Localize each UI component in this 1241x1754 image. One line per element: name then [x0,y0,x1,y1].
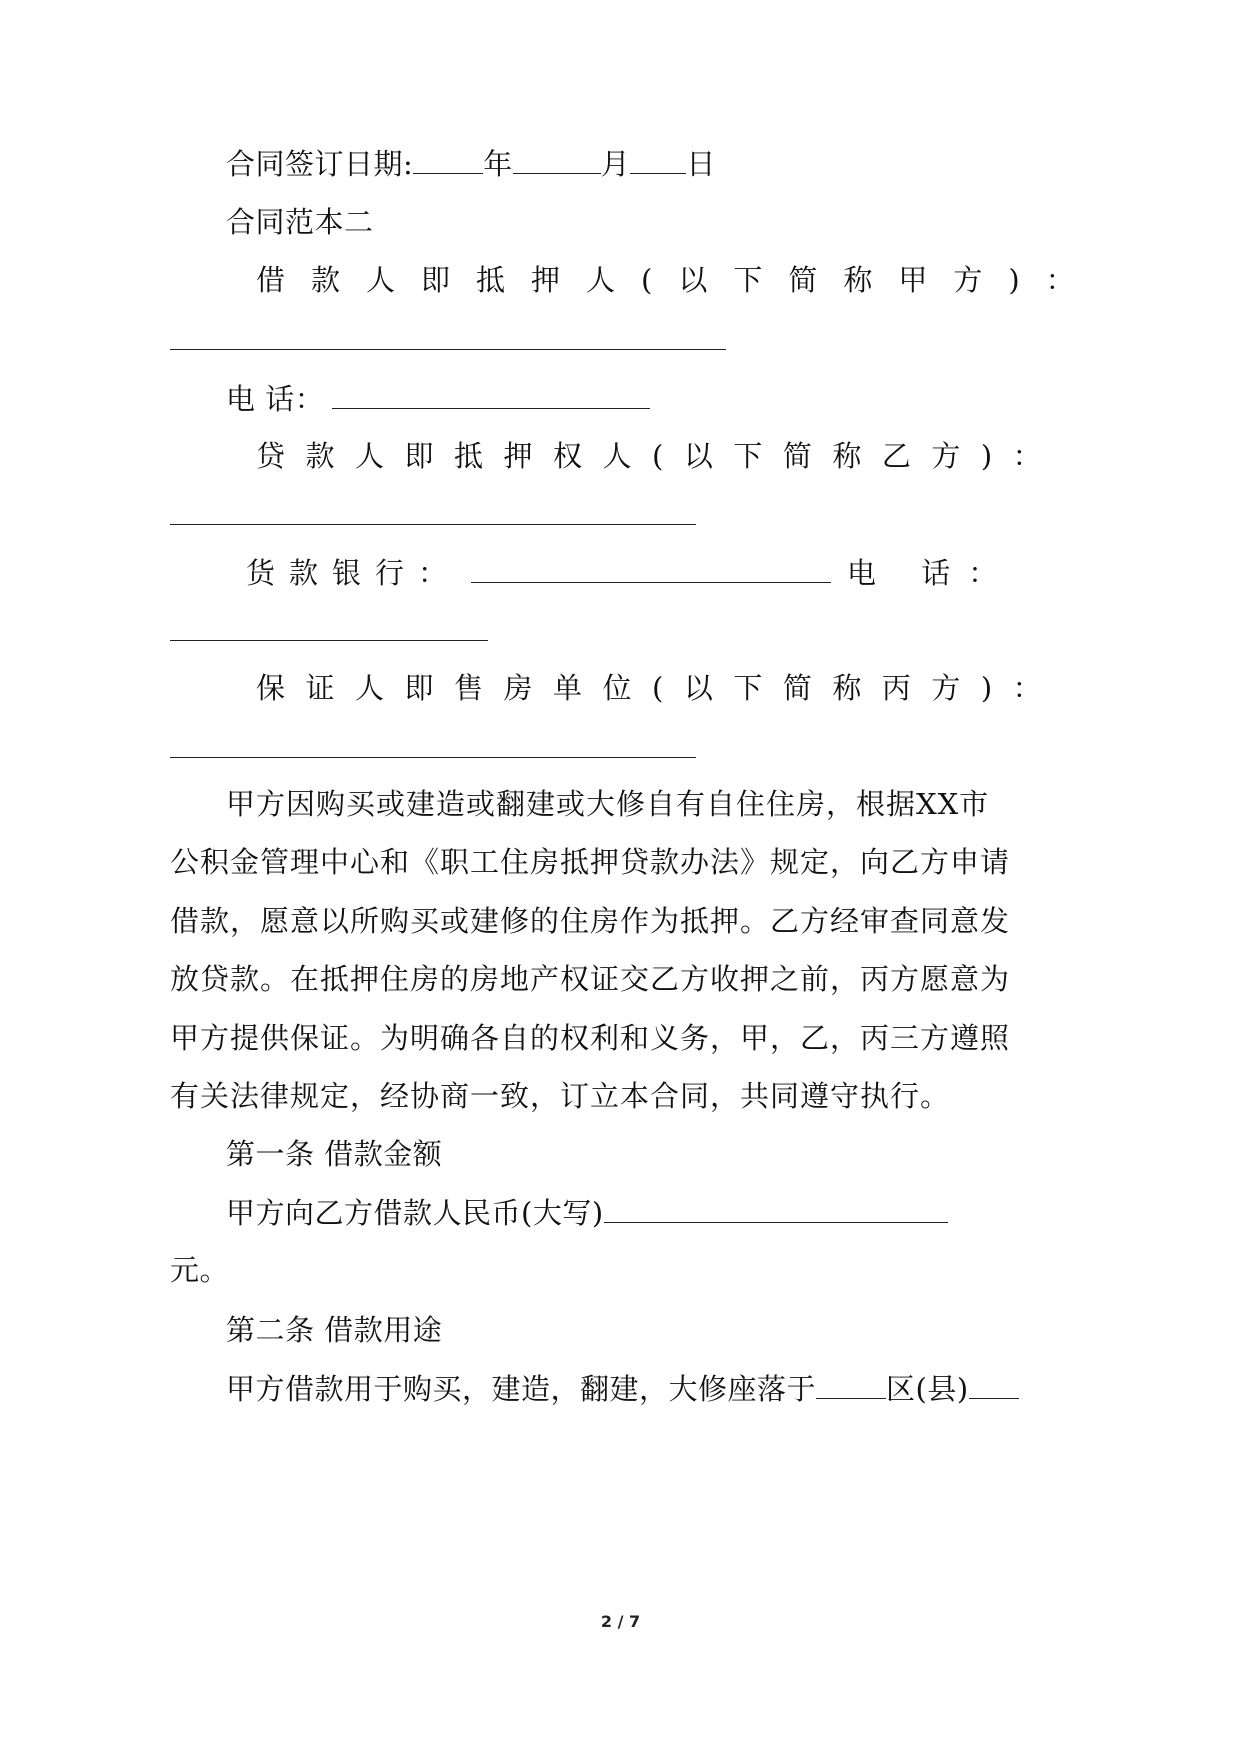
party-b-blank [170,524,696,525]
amount-blank [604,1192,948,1223]
party-a-phone-label: 电 话： [226,382,325,416]
preamble-line: 借款，愿意以所购买或建修的住房作为抵押。乙方经审查同意发 [170,904,1011,938]
sign-date-label: 合同签订日期: [226,147,414,181]
blank-month [513,143,601,174]
preamble-line: 甲方因购买或建造或翻建或大修自有自住住房，根据XX市 [226,787,990,821]
preamble-line: 放贷款。在抵押住房的房地产权证交乙方收押之前，丙方愿意为 [170,962,1011,996]
day-label: 日 [686,147,716,181]
section-title: 合同范本二 [226,205,374,239]
party-c-label: 保证人即售房单位(以下简称丙方)： [256,671,1063,705]
sign-date-line [226,143,716,184]
party-a-phone-line [226,378,650,419]
preamble-line: 甲方提供保证。为明确各自的权利和义务，甲，乙，丙三方遵照 [170,1021,1011,1055]
party-c-blank [170,757,696,758]
page-number: 2 / 7 [600,1612,641,1631]
article2-text-line [226,1368,1019,1409]
article1-title: 第一条 借款金额 [226,1137,443,1171]
party-a-phone-blank [332,378,650,409]
bank-phone-blank [170,640,488,641]
bank-blank [471,552,831,583]
district-blank [969,1368,1019,1399]
party-a-blank [170,349,726,350]
party-a-label: 借款人即抵押人(以下简称甲方)： [256,263,1101,297]
year-label: 年 [483,147,513,181]
article2-text: 甲方借款用于购买，建造，翻建，大修座落于 [226,1372,817,1406]
month-label: 月 [600,147,631,181]
preamble-line: 公积金管理中心和《职工住房抵押贷款办法》规定，向乙方申请 [170,845,1011,879]
district-label: 区(县) [886,1372,969,1406]
article1-text-line [226,1192,948,1233]
preamble-line: 有关法律规定，经协商一致，订立本合同，共同遵守执行。 [170,1079,951,1113]
bank-label: 货款银行： [246,556,462,590]
party-b-label: 贷款人即抵押权人(以下简称乙方)： [256,439,1063,473]
blank-day [630,143,686,174]
article1-text-end: 元。 [170,1253,230,1287]
bank-phone-label: 电 话： [847,556,1016,590]
blank-year [413,143,483,174]
bank-line [246,552,1015,593]
article2-title: 第二条 借款用途 [226,1313,443,1347]
article1-text: 甲方向乙方借款人民币(大写) [226,1196,604,1230]
location-blank [816,1368,886,1399]
